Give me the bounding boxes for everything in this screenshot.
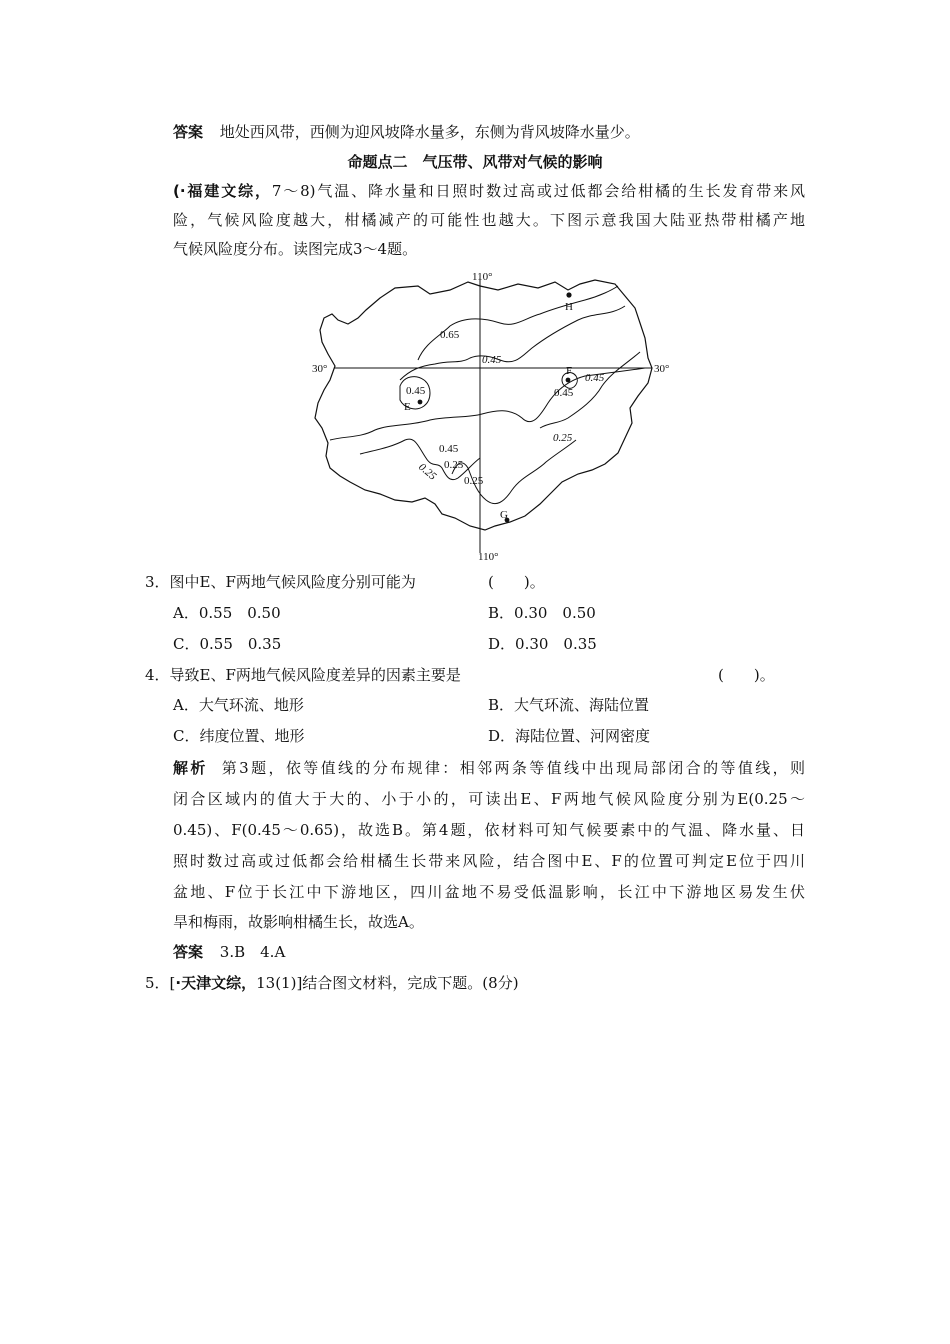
- q3-option-c[interactable]: C．0.55 0.35: [173, 635, 282, 653]
- intro-source: (·福建文综，: [173, 182, 272, 200]
- isoline: [452, 440, 576, 504]
- answer-line-1: [173, 122, 640, 142]
- analysis-line-5: 盆地、F位于长江中下游地区，四川盆地不易受低温影响，长江中下游地区易发生伏: [173, 883, 805, 901]
- answer-label: 答案: [173, 123, 204, 141]
- lon-label-bottom: 110°: [478, 551, 499, 563]
- q3-stem: 3．图中E、F两地气候风险度分别可能为: [145, 573, 416, 591]
- isoline-value: 0.45: [554, 387, 574, 399]
- citrus-risk-map: [300, 268, 690, 568]
- analysis-label: 解析: [173, 759, 208, 777]
- isoline-value: 0.25: [553, 432, 573, 444]
- q3-option-b[interactable]: B．0.30 0.50: [488, 604, 596, 622]
- analysis-line-4: 照时数过高或过低都会给柑橘生长带来风险，结合图中E、F的位置可判定E位于四川: [173, 852, 805, 870]
- analysis-line-3: 0.45)、F(0.45～0.65)，故选B。第4题，依材料可知气候要素中的气温、降水量、日: [173, 821, 805, 839]
- isoline: [418, 286, 618, 360]
- q4-bracket: ( )。: [718, 666, 775, 684]
- answer2-text: 3.B 4.A: [219, 943, 286, 961]
- lat-label-right: 30°: [654, 363, 670, 375]
- lon-label-top: 110°: [472, 271, 493, 283]
- isoline-value: 0.45: [482, 354, 502, 366]
- isoline-value: 0.45: [439, 443, 459, 455]
- q4-stem: 4．导致E、F两地气候风险度差异的因素主要是: [145, 666, 461, 684]
- q4-option-d[interactable]: D．海陆位置、河网密度: [488, 727, 651, 745]
- point-h-dot: [566, 292, 571, 297]
- q5-text: 13(1)]结合图文材料，完成下题。(8分): [256, 974, 519, 992]
- q5-source: ·天津文综，: [175, 974, 257, 992]
- intro-text-1: 7～8)气温、降水量和日照时数过高或过低都会给柑橘的生长发育带来风: [271, 182, 805, 200]
- point-f-label: F: [566, 365, 573, 377]
- isoline-value: 0.65: [440, 329, 460, 341]
- section-title: 命题点二 气压带、风带对气候的影响: [347, 153, 603, 171]
- intro-line-2: 险，气候风险度越大，柑橘减产的可能性也越大。下图示意我国大陆亚热带柑橘产地: [173, 211, 805, 229]
- q4-option-a[interactable]: A．大气环流、地形: [173, 696, 304, 714]
- point-e-label: E: [404, 401, 411, 413]
- answer2-label: 答案: [173, 943, 204, 961]
- isoline-value: 0.25: [464, 475, 484, 487]
- q4-option-b[interactable]: B．大气环流、海陆位置: [488, 696, 650, 714]
- isoline-value: 0.45: [406, 385, 426, 397]
- isoline-value: 0.25: [444, 459, 464, 471]
- q3-option-a[interactable]: A．0.55 0.50: [173, 604, 281, 622]
- analysis-text-1: 第3题，依等值线的分布规律：相邻两条等值线中出现局部闭合的等值线，则: [221, 759, 805, 777]
- map-boundary: [315, 280, 652, 530]
- lat-label-left: 30°: [312, 363, 328, 375]
- intro-line-3: 气候风险度分布。读图完成3～4题。: [173, 240, 418, 258]
- isoline-value: 0.25: [416, 461, 439, 483]
- intro-line-1: [173, 181, 805, 201]
- analysis-line-2: 闭合区域内的值大于大的、小于小的，可读出E、F两地气候风险度分别为E(0.25～: [173, 790, 805, 808]
- isoline-value: 0.45: [585, 372, 605, 384]
- q3-bracket: ( )。: [488, 573, 545, 591]
- analysis-line-1: [173, 758, 805, 778]
- q3-option-d[interactable]: D．0.30 0.35: [488, 635, 597, 653]
- point-e-dot: [418, 400, 423, 405]
- isoline: [400, 306, 625, 380]
- answer-text: 地处西风带，西侧为迎风坡降水量多，东侧为背风坡降水量少。: [219, 123, 640, 141]
- answer-line-2: [173, 942, 285, 962]
- point-h-label: H: [565, 301, 573, 313]
- q4-option-c[interactable]: C．纬度位置、地形: [173, 727, 305, 745]
- q5-line: [145, 973, 519, 993]
- point-f-dot: [566, 378, 571, 383]
- q5-prefix: 5．[: [145, 974, 176, 992]
- analysis-line-6: 旱和梅雨，故影响柑橘生长，故选A。: [173, 913, 424, 931]
- point-g-label: G: [500, 509, 508, 521]
